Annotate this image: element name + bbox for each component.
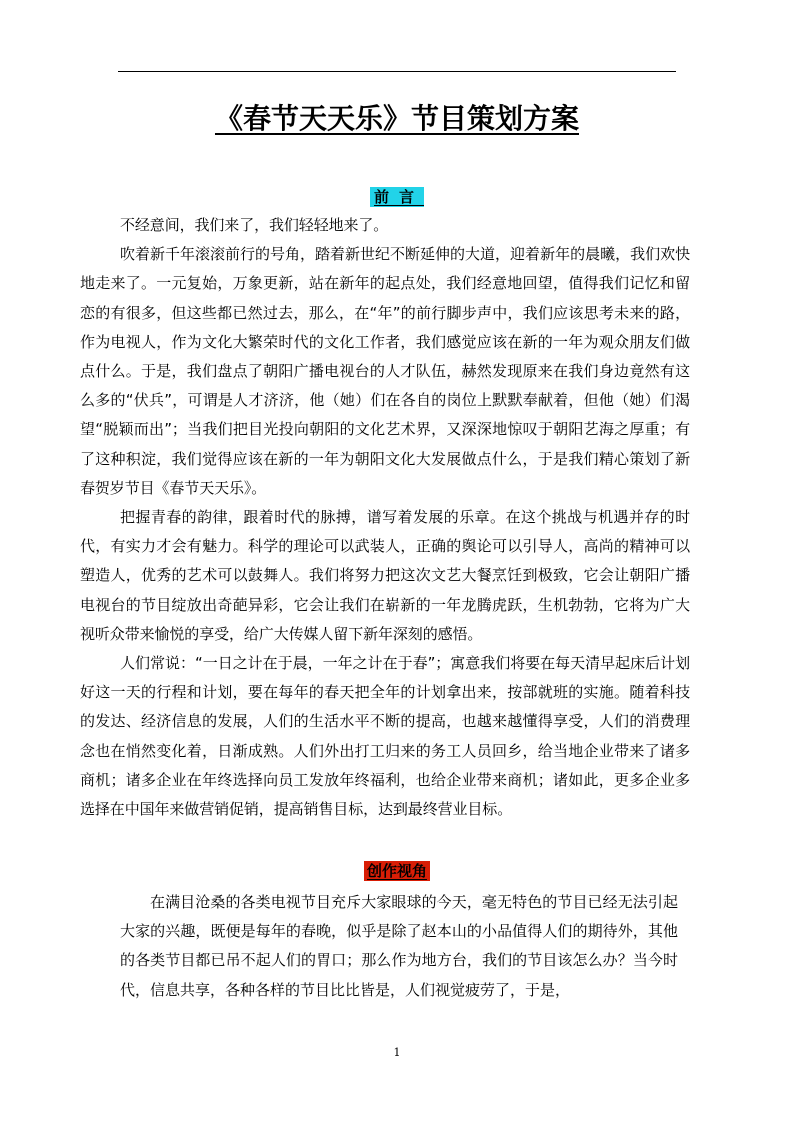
- page-number: 1: [393, 1046, 401, 1059]
- paragraph: 在满目沧桑的各类电视节目充斥大家眼球的今天，毫无特色的节目已经无法引起大家的兴趣，既便是每年的春晚，似乎是除了赵本山的小品值得人们的期待外，其他的各类节目都已吊不起人们的胃口；那么作为地方台，我们的节目该怎么办？当今时代，信息共享，各种各样的节目比比皆是，人们视觉疲劳了，于是，: [120, 893, 678, 999]
- header-rule: [118, 71, 676, 72]
- section-heading-creative-perspective: [0, 861, 794, 881]
- section-heading-creative-label: 创作视角: [364, 861, 430, 881]
- preface-body: [80, 211, 690, 824]
- section-heading-preface-label: 前言: [370, 187, 424, 207]
- section-heading-preface: [0, 187, 794, 207]
- creative-body: [120, 888, 678, 1005]
- paragraph: 把握青春的韵律，跟着时代的脉搏，谱写着发展的乐章。在这个挑战与机遇并存的时代，有实力才会有魅力。科学的理论可以武装人，正确的舆论可以引导人，高尚的精神可以塑造人，优秀的艺术可以鼓舞人。我们将努力把这次文艺大餐烹饪到极致，它会让朝阳广播电视台的节目绽放出奇葩异彩，它会让我们在崭新的一年龙腾虎跃，生机勃勃，它将为广大视听众带来愉悦的享受，给广大传媒人留下新年深刻的感悟。: [80, 508, 690, 643]
- page-title: 《春节天天乐》节目策划方案: [214, 102, 579, 135]
- paragraph: 吹着新千年滚滚前行的号角，踏着新世纪不断延伸的大道，迎着新年的晨曦，我们欢快地走来了。一元复始，万象更新，站在新年的起点处，我们经意地回望，值得我们记忆和留恋的有很多，但这些都已然过去，那么，在“年”的前行脚步声中，我们应该思考未来的路，作为电视人，作为文化大繁荣时代的文化工作者，我们感觉应该在新的一年为观众朋友们做点什么。于是，我们盘点了朝阳广播电视台的人才队伍，赫然发现原来在我们身边竟然有这么多的“伏兵”，可谓是人才济济，他（她）们在各自的岗位上默默奉献着，但他（她）们渴望“脱颖而出”；当我们把目光投向朝阳的文化艺术界，又深深地惊叹于朝阳艺海之厚重；有了这种积淀，我们觉得应该在新的一年为朝阳文化大发展做点什么，于是我们精心策划了新春贺岁节目《春节天天乐》。: [80, 245, 690, 497]
- paragraph: 不经意间，我们来了，我们轻轻地来了。: [120, 216, 389, 234]
- paragraph: 人们常说：“一日之计在于晨，一年之计在于春”；寓意我们将要在每天清早起床后计划好这一天的行程和计划，要在每年的春天把全年的计划拿出来，按部就班的实施。随着科技的发达、经济信息的发展，人们的生活水平不断的提高，也越来越懂得享受，人们的消费理念也在悄然变化着，日渐成熟。人们外出打工归来的务工人员回乡，给当地企业带来了诸多商机；诸多企业在年终选择向员工发放年终福利，也给企业带来商机；诸如此，更多企业多选择在中国年来做营销促销，提高销售目标，达到最终营业目标。: [80, 654, 690, 819]
